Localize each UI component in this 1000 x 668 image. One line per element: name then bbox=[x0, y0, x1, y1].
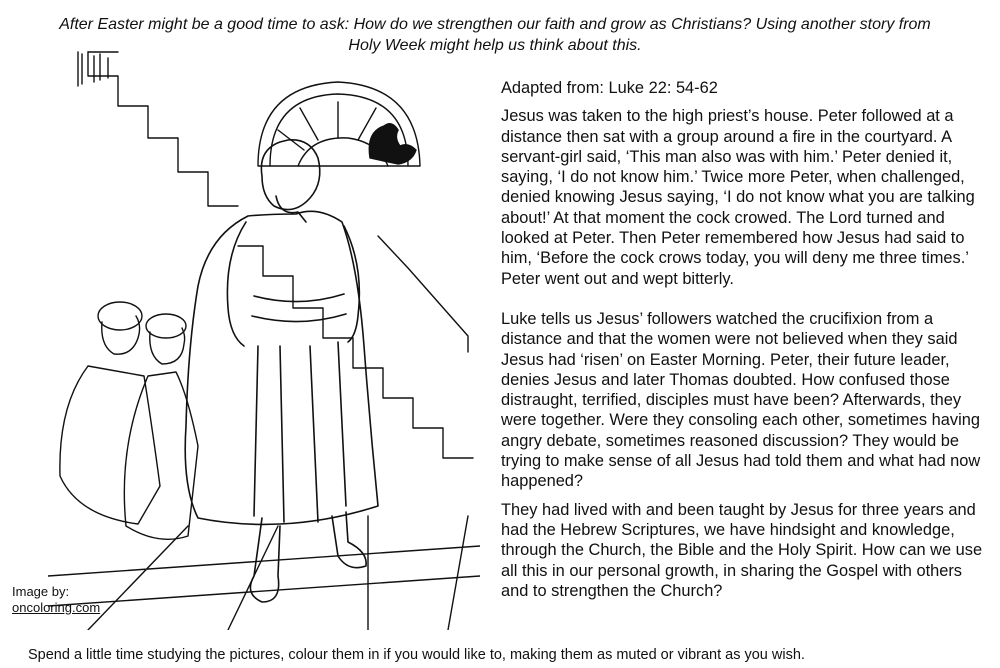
peter-denial-illustration bbox=[48, 46, 480, 630]
image-credit bbox=[12, 584, 100, 616]
footer-instructions bbox=[28, 646, 978, 665]
story-paragraph-3: They had lived with and been taught by Jesus for three years and had the Hebrew Scriptures, we have hindsight and knowledge, through the Church, the Bible and the Holy Spirit. How can we use all this in our personal growth, in sharing the Gospel with others and to strengthen the Church? bbox=[501, 500, 983, 600]
footer-line-1: Spend a little time studying the pictures, colour them in if you would like to, making them as muted or vibrant as you wish. bbox=[28, 647, 805, 663]
story-text-column bbox=[501, 78, 991, 601]
peter-figure-drawing bbox=[185, 140, 378, 602]
intro-line-1: After Easter might be a good time to ask: How do we strengthen our faith and grow as Christians? Using another story from bbox=[59, 16, 931, 33]
image-credit-link[interactable]: oncoloring.com bbox=[12, 600, 101, 615]
image-credit-label: Image by: bbox=[12, 584, 70, 599]
seated-men-drawing bbox=[60, 302, 198, 539]
window-drawing bbox=[258, 82, 420, 166]
floor-tiles-drawing bbox=[48, 516, 480, 630]
source-reference: Adapted from: Luke 22: 54-62 bbox=[501, 79, 718, 97]
story-paragraph-1: Jesus was taken to the high priest’s house. Peter followed at a distance then sat with a group around a fire in the courtyard. A servant-girl said, ‘This man also was with him.’ Peter denied it, saying, ‘I do not know him.’ Twice more Peter, when challenged, denied knowing Jesus saying, ‘I do not know what you are talking about!’ At that moment the cock crowed. The Lord turned and looked at Peter. Then Peter remembered how Jesus had said to him, ‘Before the cock crows today, you will deny me three times.’ Peter went out and wept bitterly. bbox=[501, 107, 975, 288]
staircase-drawing bbox=[78, 52, 473, 458]
story-paragraph-2: Luke tells us Jesus’ followers watched the crucifixion from a distance and that the women were not believed when they said Jesus had ‘risen’ on Easter Morning. Peter, their future leader, denies Jesus and later Thomas doubted. How confused those distraught, terrified, disciples must have been? Afterwards, they were together. Were they consoling each other, sometimes having angry debate, sometimes reasoned discussion? They would be trying to make sense of all Jesus had told them and what had now happened? bbox=[501, 309, 981, 491]
intro-line-2: Holy Week might help us think about this. bbox=[348, 37, 642, 54]
